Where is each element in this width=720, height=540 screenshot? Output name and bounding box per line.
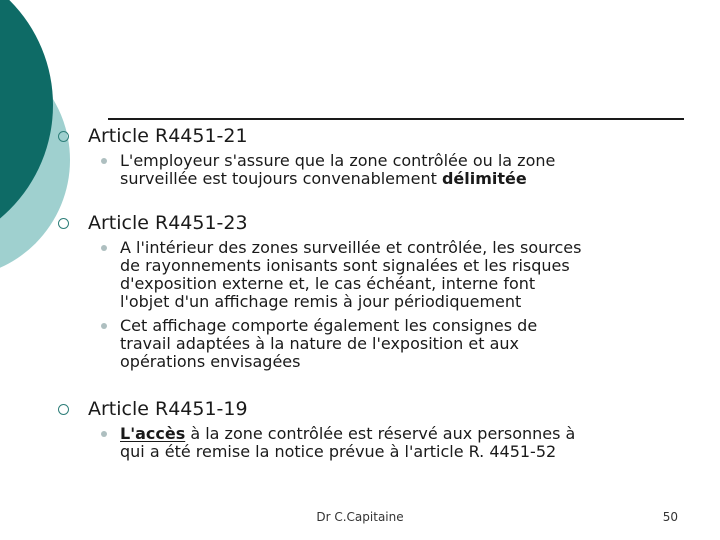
emphasis-text: L'accès — [120, 424, 186, 443]
dot-bullet-icon — [101, 323, 107, 329]
ring-bullet-icon — [58, 404, 69, 415]
article-block-1 — [58, 124, 555, 188]
bullet-line: de rayonnements ionisants sont signalées et les risques — [120, 256, 570, 275]
bullet-line: L'accès à la zone contrôlée est réservé aux personnes à — [120, 424, 576, 443]
page-number: 50 — [662, 510, 678, 524]
article-block-3 — [58, 397, 575, 461]
sub-bullet — [120, 239, 581, 311]
bullet-line: travail adaptées à la nature de l'exposition et aux — [120, 334, 519, 353]
emphasis-text: délimitée — [441, 169, 527, 188]
footer-author: Dr C.Capitaine — [316, 510, 404, 524]
article-heading — [58, 211, 581, 239]
dot-bullet-icon — [101, 245, 107, 251]
bullet-line: qui a été remise la notice prévue à l'article R. 4451-52 — [120, 442, 557, 461]
title-rule — [108, 118, 684, 120]
article-heading — [58, 124, 555, 152]
bullet-line: A l'intérieur des zones surveillée et contrôlée, les sources — [120, 238, 582, 257]
bullet-line: Cet affichage comporte également les consignes de — [120, 316, 538, 335]
bullet-line: l'objet d'un affichage remis à jour périodiquement — [120, 292, 522, 311]
article-heading — [58, 397, 575, 425]
sub-bullet — [120, 425, 575, 461]
article-title: Article R4451-21 — [88, 125, 248, 147]
article-block-2 — [58, 211, 581, 371]
dot-bullet-icon — [101, 158, 107, 164]
bullet-line: L'employeur s'assure que la zone contrôlée ou la zone — [120, 151, 556, 170]
ring-bullet-icon — [58, 131, 69, 142]
bullet-line: d'exposition externe et, le cas échéant, interne font — [120, 274, 536, 293]
bullet-line: surveillée est toujours convenablement délimitée — [120, 169, 527, 188]
ring-bullet-icon — [58, 218, 69, 229]
article-title: Article R4451-19 — [88, 398, 248, 420]
dot-bullet-icon — [101, 431, 107, 437]
bullet-line: opérations envisagées — [120, 352, 301, 371]
sub-bullet — [120, 317, 581, 371]
sub-bullet — [120, 152, 555, 188]
article-title: Article R4451-23 — [88, 212, 248, 234]
